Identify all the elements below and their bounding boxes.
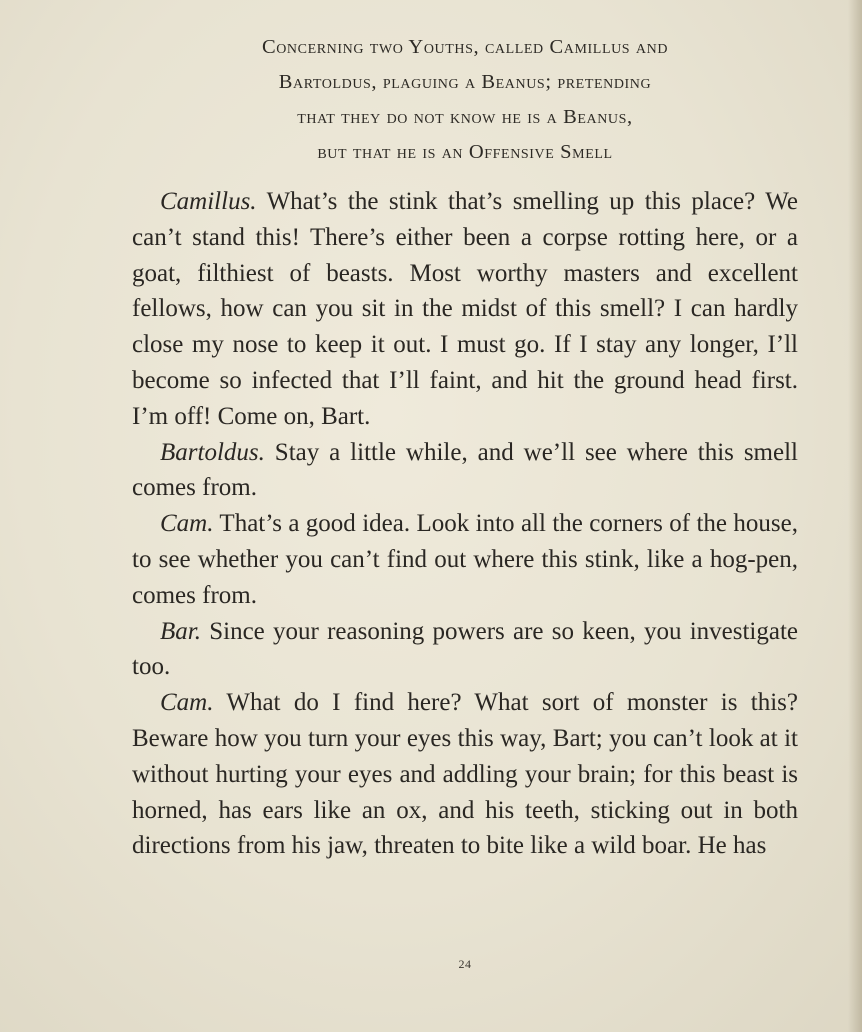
dialogue-body	[132, 184, 798, 864]
speaker-name: Bar.	[160, 617, 201, 645]
section-heading	[132, 30, 798, 170]
heading-line: Bartoldus, plaguing a Beanus; pretending	[278, 71, 652, 93]
dialogue-paragraph-bartoldus	[132, 435, 798, 507]
speaker-name: Camillus.	[160, 188, 257, 215]
speech-text: What’s the stink that’s smelling up this place? We can’t stand this! There’s either been a corpse rotting here, or a goat, filthiest of beasts. Most worthy masters and excellent fellows, how can you sit in the midst of this smell? I can hardly close my nose to keep it out. I must go. If I stay any longer, I’ll become so infected that I’ll faint, and hit the ground head first. I’m off! Come on, Bart.	[132, 188, 798, 430]
page-number: 24	[458, 957, 472, 971]
page-edge-shadow	[848, 0, 862, 1032]
speech-text: That’s a good idea. Look into all the corners of the house, to see whether you can’t find out where this stink, like a hog-pen, comes from.	[132, 510, 798, 609]
heading-line: Concerning two Youths, called Camillus and	[261, 36, 669, 58]
dialogue-paragraph-bar	[132, 614, 798, 686]
speaker-name: Bartoldus.	[160, 438, 265, 466]
speech-text: Stay a little while, and we’ll see where this smell comes from.	[132, 438, 798, 502]
dialogue-paragraph-cam	[132, 685, 798, 864]
dialogue-paragraph-camillus	[132, 184, 798, 435]
speech-text: What do I find here? What sort of monster is this? Beware how you turn your eyes this way, Bart; you can’t look at it without hurting your eyes and addling your brain; for this beast is horned, has ears like an ox, and his teeth, sticking out in both directions from his jaw, threaten to bite like a wild boar. He has	[132, 689, 798, 860]
heading-line: that they do not know he is a Beanus,	[297, 106, 633, 128]
speaker-name: Cam.	[160, 510, 214, 538]
speech-text: Since your reasoning powers are so keen, you investigate too.	[132, 617, 798, 681]
dialogue-paragraph-cam	[132, 506, 798, 613]
speaker-name: Cam.	[160, 689, 214, 717]
heading-line: but that he is an Offensive Smell	[317, 141, 613, 163]
